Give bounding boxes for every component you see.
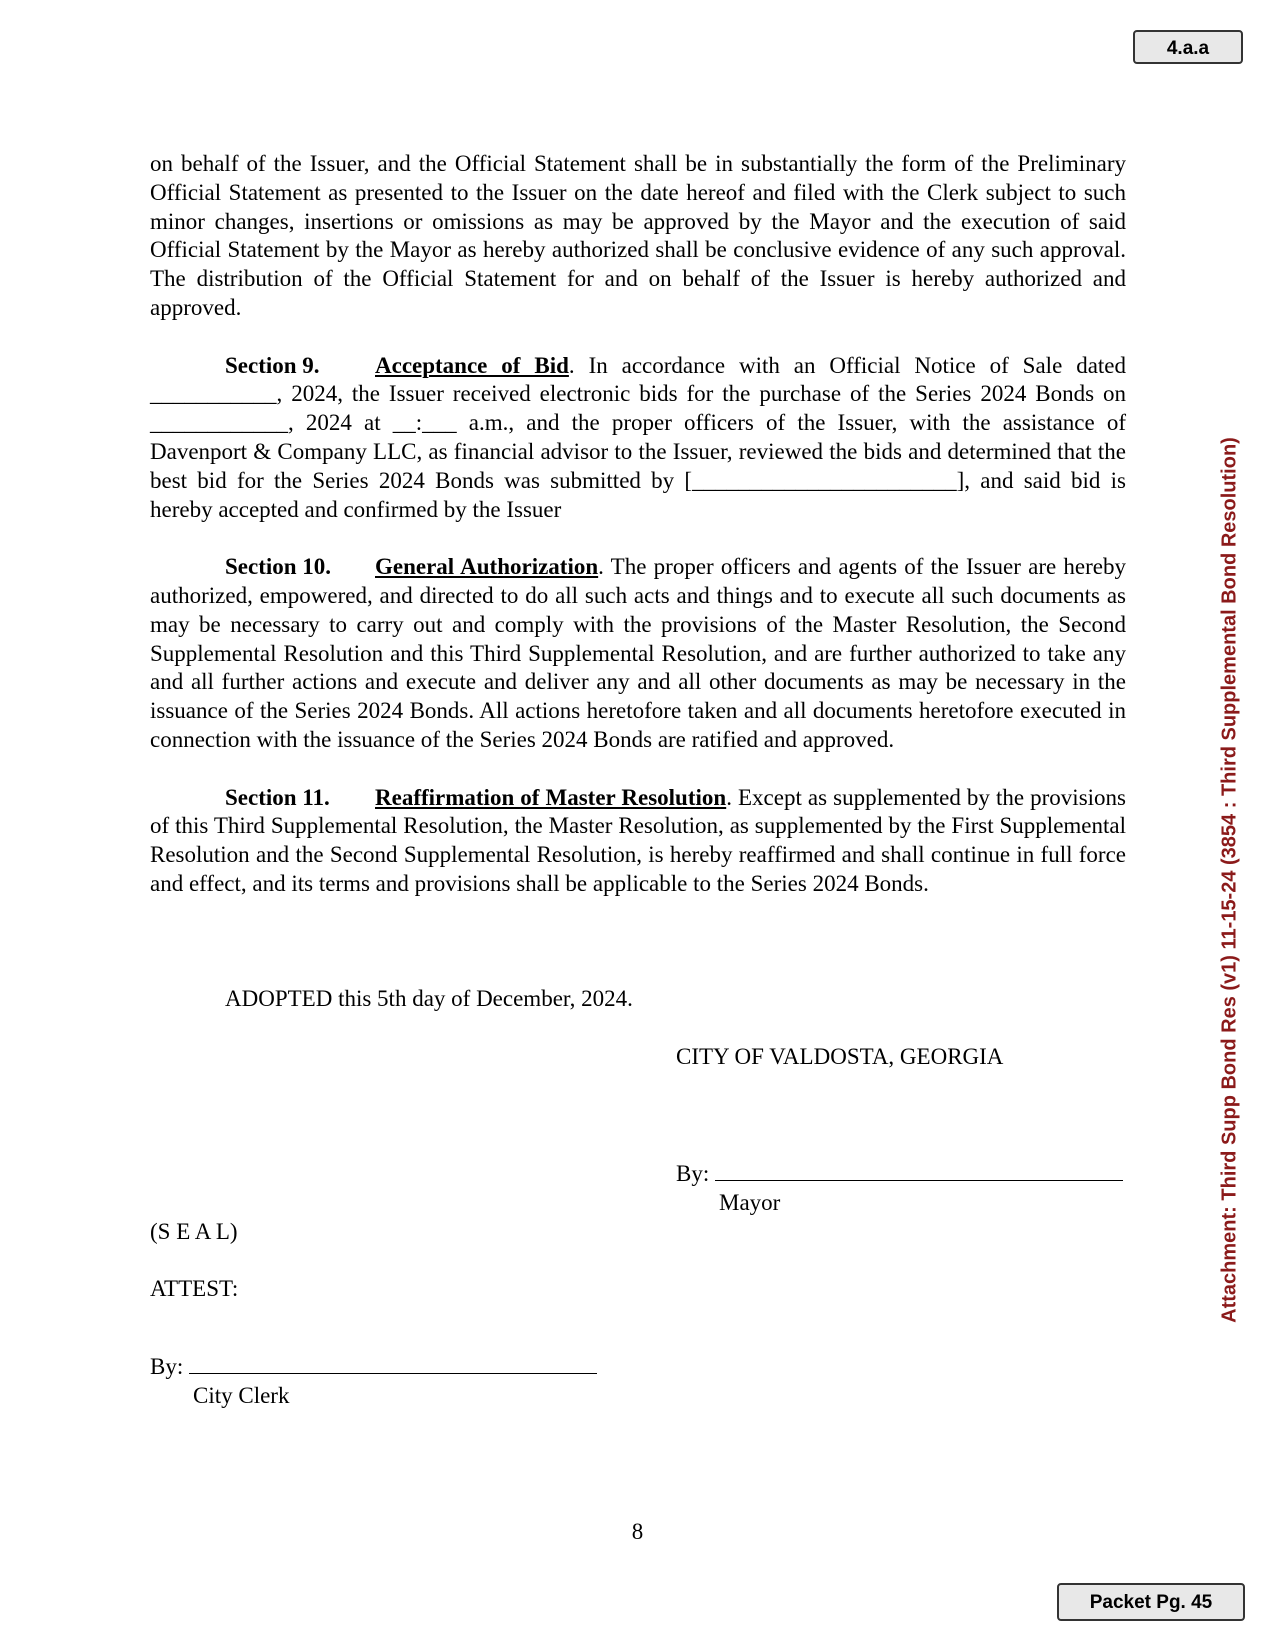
attest-label: ATTEST: [150,1276,239,1301]
section-number: Section 9. [225,352,320,378]
section-title: Acceptance of Bid [375,352,569,378]
section-text: . In accordance with an Official Notice of Sale dated ___________, 2024, the Issuer received electronic bids for the purchase of the Series 2024 Bonds on ____________, 2024 at __:___ a.m., and the proper officers of the Issuer, with the assistance of Davenport & Company LLC, as financial advisor to the Issuer, reviewed the bids and determined that the best bid for the Series 2024 Bonds was submitted by [_______________________], and said bid is hereby accepted and confirmed by the Issuer [150,352,1127,522]
section-text: . The proper officers and agents of the Issuer are hereby authorized, empowered, and directed to do all such acts and things and to execute all such documents as may be necessary to carry out and comply with the provisions of the Master Resolution, the Second Supplemental Resolution and this Third Supplemental Resolution, and are further authorized to take any and all further actions and execute and deliver any and all other documents as may be necessary in the issuance of the Series 2024 Bonds. All actions heretofore taken and all documents heretofore executed in connection with the issuance of the Series 2024 Bonds are ratified and approved. [150,554,1126,752]
page-number: 8 [631,1519,644,1544]
by-label: By: [676,1161,710,1186]
mayor-title: Mayor [719,1190,781,1215]
section-11 [150,784,1126,899]
seal-label: (S E A L) [150,1219,238,1244]
document-body [150,150,1126,928]
agenda-item-tag: 4.a.a [1133,30,1243,64]
mayor-signature-rule [715,1179,1123,1181]
city-name: CITY OF VALDOSTA, GEORGIA [676,1044,1004,1069]
by-label: By: [150,1354,184,1379]
section-9 [150,352,1126,525]
section-title: Reaffirmation of Master Resolution [375,784,727,810]
clerk-signature-rule [189,1372,597,1374]
section-number: Section 10. [225,554,332,580]
section-title: General Authorization [375,554,599,580]
section-number: Section 11. [225,784,330,810]
mayor-signature-line [676,1160,1123,1189]
section-text: . Except as supplemented by the provisions of this Third Supplemental Resolution, the Master Resolution, as supplemented by the First Supplemental Resolution and the Second Supplemental Resolution, is hereby reaffirmed and shall continue in full force and effect, and its terms and provisions shall be applicable to the Series 2024 Bonds. [150,784,1126,896]
paragraph-official-statement: on behalf of the Issuer, and the Official Statement shall be in substantially the form of the Preliminary Official Statement as presented to the Issuer on the date hereof and filed with the Clerk subject to such minor changes, insertions or omissions as may be approved by the Mayor and the execution of said Official Statement by the Mayor as hereby authorized shall be conclusive evidence of any such approval. The distribution of the Official Statement for and on behalf of the Issuer is hereby authorized and approved. [150,151,1126,320]
section-10 [150,553,1126,755]
clerk-title: City Clerk [193,1383,290,1408]
clerk-signature-line [150,1353,597,1382]
packet-page-tag: Packet Pg. 45 [1057,1583,1245,1621]
adopted-line: ADOPTED this 5th day of December, 2024. [225,986,633,1011]
attachment-side-label: Attachment: Third Supp Bond Res (v1) 11-15-24 (3854 : Third Supplemental Bond Resolution) [1218,437,1241,1323]
